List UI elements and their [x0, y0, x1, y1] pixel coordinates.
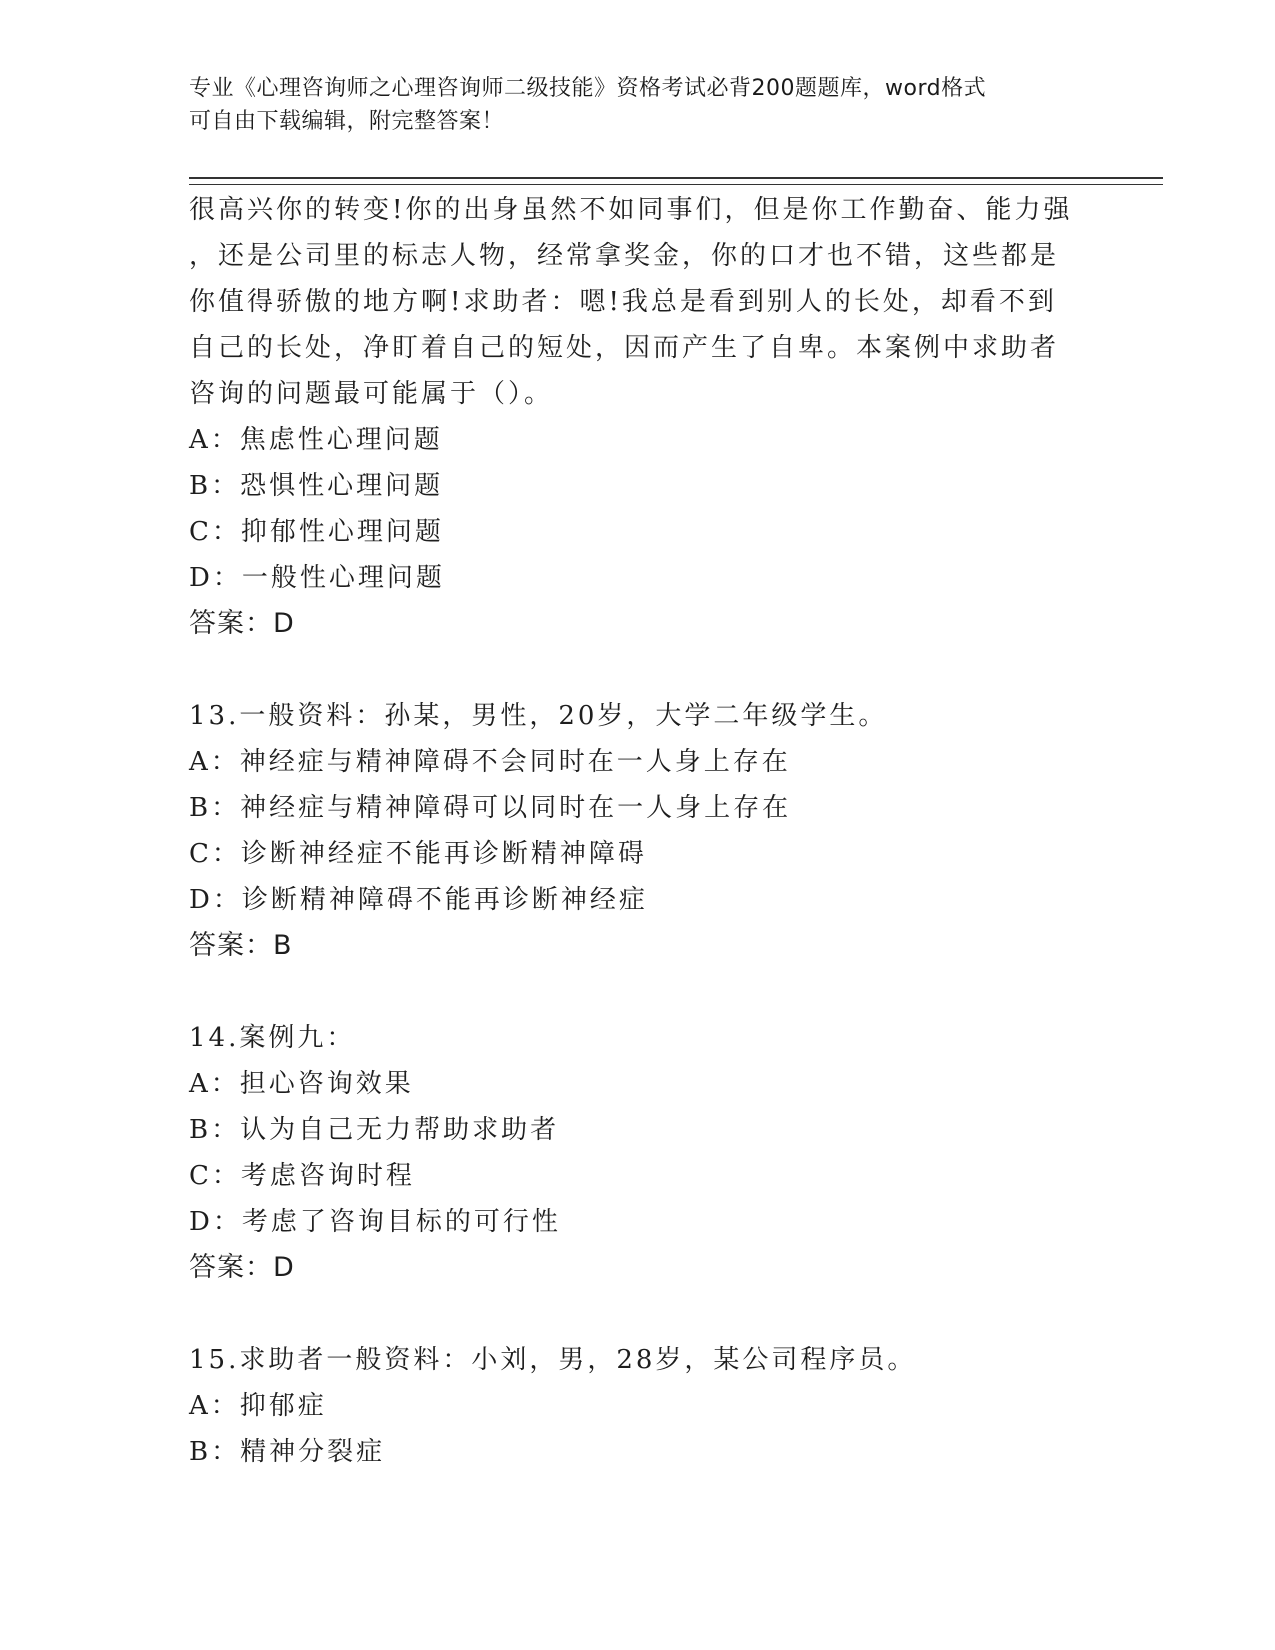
question-stem: 14.案例九： — [189, 1023, 356, 1053]
question-stem: 13.一般资料：孙某，男性，20岁，大学二年级学生。 — [189, 701, 888, 731]
spacer — [189, 969, 1149, 1015]
question-12 — [189, 187, 1149, 647]
option-b: B：恐惧性心理问题 — [189, 471, 444, 501]
option-b: B：神经症与精神障碍可以同时在一人身上存在 — [189, 793, 792, 823]
option-d: D：诊断精神障碍不能再诊断神经症 — [189, 885, 648, 915]
option-a: A：担心咨询效果 — [189, 1069, 414, 1099]
answer-line: 答案：D — [189, 1252, 295, 1283]
spacer — [189, 647, 1149, 693]
header-line-1: 专业《心理咨询师之心理咨询师二级技能》资格考试必背200题题库，word格式 — [189, 76, 987, 101]
question-list — [189, 187, 1149, 1475]
option-b: B：精神分裂症 — [189, 1437, 386, 1467]
option-d: D：一般性心理问题 — [189, 563, 445, 593]
option-a: A：神经症与精神障碍不会同时在一人身上存在 — [189, 747, 791, 777]
option-c: C：考虑咨询时程 — [189, 1161, 415, 1191]
header-line-2: 可自由下载编辑，附完整答案！ — [189, 109, 505, 134]
option-d: D：考虑了咨询目标的可行性 — [189, 1207, 561, 1237]
option-b: B：认为自己无力帮助求助者 — [189, 1115, 560, 1145]
option-c: C：诊断神经症不能再诊断精神障碍 — [189, 839, 647, 869]
spacer — [189, 1291, 1149, 1337]
question-stem-line: ，还是公司里的标志人物，经常拿奖金，你的口才也不错，这些都是 — [189, 241, 1060, 271]
question-15 — [189, 1337, 1149, 1475]
option-a: A：抑郁症 — [189, 1391, 327, 1421]
question-stem-line: 很高兴你的转变!你的出身虽然不如同事们，但是你工作勤奋、能力强 — [189, 195, 1073, 225]
answer-line: 答案：D — [189, 608, 295, 639]
option-c: C：抑郁性心理问题 — [189, 517, 444, 547]
question-stem-line: 咨询的问题最可能属于（）。 — [189, 379, 554, 409]
question-stem-line: 自己的长处，净盯着自己的短处，因而产生了自卑。本案例中求助者 — [189, 333, 1060, 363]
question-14 — [189, 1015, 1149, 1291]
option-a: A：焦虑性心理问题 — [189, 425, 443, 455]
question-stem-line: 你值得骄傲的地方啊!求助者：嗯!我总是看到别人的长处，却看不到 — [189, 287, 1057, 317]
document-header — [189, 72, 1089, 138]
question-stem: 15.求助者一般资料：小刘，男，28岁，某公司程序员。 — [189, 1345, 917, 1375]
answer-line: 答案：B — [189, 930, 293, 961]
header-divider — [189, 177, 1163, 185]
question-13 — [189, 693, 1149, 969]
